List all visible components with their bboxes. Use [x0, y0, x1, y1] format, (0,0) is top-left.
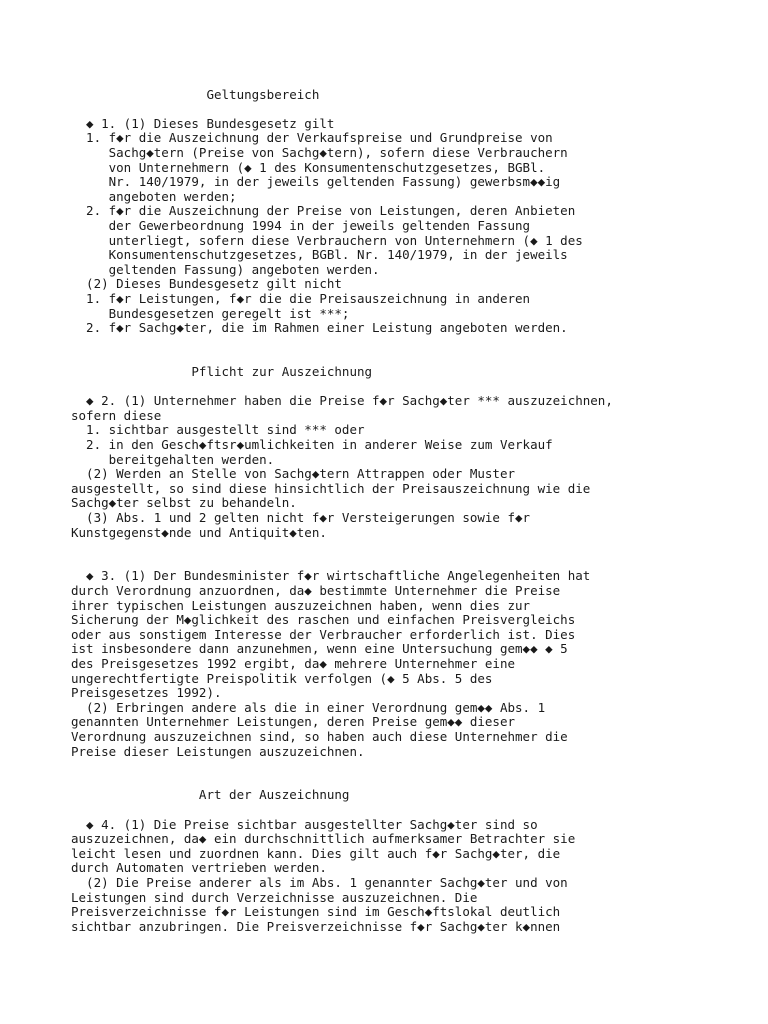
document-text-line: leicht lesen und zuordnen kann. Dies gilt auch f◆r Sachg◆ter, die: [71, 845, 561, 861]
document-text-line: (2) Werden an Stelle von Sachg◆tern Attrappen oder Muster: [71, 466, 516, 482]
document-text-line: Sachg◆ter selbst zu behandeln.: [71, 495, 297, 511]
document-text-line: (2) Dieses Bundesgesetz gilt nicht: [71, 276, 342, 292]
document-text-line: ◆ 1. (1) Dieses Bundesgesetz gilt: [71, 115, 335, 131]
document-text-line: oder aus sonstigem Interesse der Verbraucher erforderlich ist. Dies: [71, 626, 576, 642]
document-text-line: ausgestellt, so sind diese hinsichtlich der Preisauszeichnung wie die: [71, 480, 591, 496]
document-text-line: sofern diese: [71, 407, 162, 423]
document-text-line: Verordnung auszuzeichnen sind, so haben auch diese Unternehmer die: [71, 728, 568, 744]
document-text-line: 1. sichtbar ausgestellt sind *** oder: [71, 422, 365, 438]
document-text-line: sichtbar anzubringen. Die Preisverzeichnisse f◆r Sachg◆ter k◆nnen: [71, 918, 561, 934]
document-text-line: ihrer typischen Leistungen auszuzeichnen haben, wenn dies zur: [71, 597, 531, 613]
document-text-line: unterliegt, sofern diese Verbrauchern von Unternehmern (◆ 1 des: [71, 232, 583, 248]
document-text-line: Geltungsbereich: [71, 86, 320, 102]
document-text-line: Preisgesetzes 1992).: [71, 685, 222, 701]
document-text-line: Art der Auszeichnung: [71, 787, 350, 803]
document-text-line: geltenden Fassung) angeboten werden.: [71, 261, 380, 277]
document-text-line: Nr. 140/1979, in der jeweils geltenden Fassung) gewerbsm◆◆ig: [71, 174, 561, 190]
document-text-line: Sicherung der M◆glichkeit des raschen und einfachen Preisvergleichs: [71, 612, 576, 628]
document-text-line: ◆ 4. (1) Die Preise sichtbar ausgestellter Sachg◆ter sind so: [71, 816, 538, 832]
document-text-line: (2) Die Preise anderer als im Abs. 1 genannter Sachg◆ter und von: [71, 874, 568, 890]
document-text-line: Konsumentenschutzgesetzes, BGBl. Nr. 140/1979, in der jeweils: [71, 247, 568, 263]
document-text-line: Leistungen sind durch Verzeichnisse auszuzeichnen. Die: [71, 889, 478, 905]
document-text-line: genannten Unternehmer Leistungen, deren Preise gem◆◆ dieser: [71, 714, 516, 730]
document-text-line: (2) Erbringen andere als die in einer Verordnung gem◆◆ Abs. 1: [71, 699, 546, 715]
document-text-line: Preisverzeichnisse f◆r Leistungen sind im Gesch◆ftslokal deutlich: [71, 904, 561, 920]
document-text-line: angeboten werden;: [71, 188, 237, 204]
document-text-line: ◆ 3. (1) Der Bundesminister f◆r wirtschaftliche Angelegenheiten hat: [71, 568, 591, 584]
document-text-line: des Preisgesetzes 1992 ergibt, da◆ mehrere Unternehmer eine: [71, 655, 516, 671]
document-text-line: 1. f◆r Leistungen, f◆r die die Preisauszeichnung in anderen: [71, 290, 531, 306]
document-text-line: durch Verordnung anzuordnen, da◆ bestimmte Unternehmer die Preise: [71, 582, 561, 598]
document-text-line: von Unternehmern (◆ 1 des Konsumentenschutzgesetzes, BGBl.: [71, 159, 546, 175]
document-text-line: ◆ 2. (1) Unternehmer haben die Preise f◆r Sachg◆ter *** auszuzeichnen,: [71, 393, 613, 409]
document-text-line: 2. f◆r die Auszeichnung der Preise von Leistungen, deren Anbieten: [71, 203, 576, 219]
document-text-line: bereitgehalten werden.: [71, 451, 275, 467]
document-text-line: ist insbesondere dann anzunehmen, wenn eine Untersuchung gem◆◆ ◆ 5: [71, 641, 568, 657]
document-text-line: Pflicht zur Auszeichnung: [71, 363, 373, 379]
document-text-line: Bundesgesetzen geregelt ist ***;: [71, 305, 350, 321]
document-text-line: 2. f◆r Sachg◆ter, die im Rahmen einer Leistung angeboten werden.: [71, 320, 568, 336]
document-text-line: der Gewerbeordnung 1994 in der jeweils geltenden Fassung: [71, 217, 531, 233]
document-text-line: 2. in den Gesch◆ftsr◆umlichkeiten in anderer Weise zum Verkauf: [71, 436, 553, 452]
document-text-line: (3) Abs. 1 und 2 gelten nicht f◆r Versteigerungen sowie f◆r: [71, 509, 531, 525]
document-text-line: Kunstgegenst◆nde und Antiquit◆ten.: [71, 524, 327, 540]
document-text-line: Sachg◆tern (Preise von Sachg◆tern), sofern diese Verbrauchern: [71, 144, 568, 160]
document-text-line: Preise dieser Leistungen auszuzeichnen.: [71, 743, 365, 759]
document-text-line: ungerechtfertigte Preispolitik verfolgen (◆ 5 Abs. 5 des: [71, 670, 493, 686]
document-text-line: durch Automaten vertrieben werden.: [71, 860, 327, 876]
document-text-line: 1. f◆r die Auszeichnung der Verkaufspreise und Grundpreise von: [71, 130, 553, 146]
document-text-line: auszuzeichnen, da◆ ein durchschnittlich aufmerksamer Betrachter sie: [71, 831, 576, 847]
